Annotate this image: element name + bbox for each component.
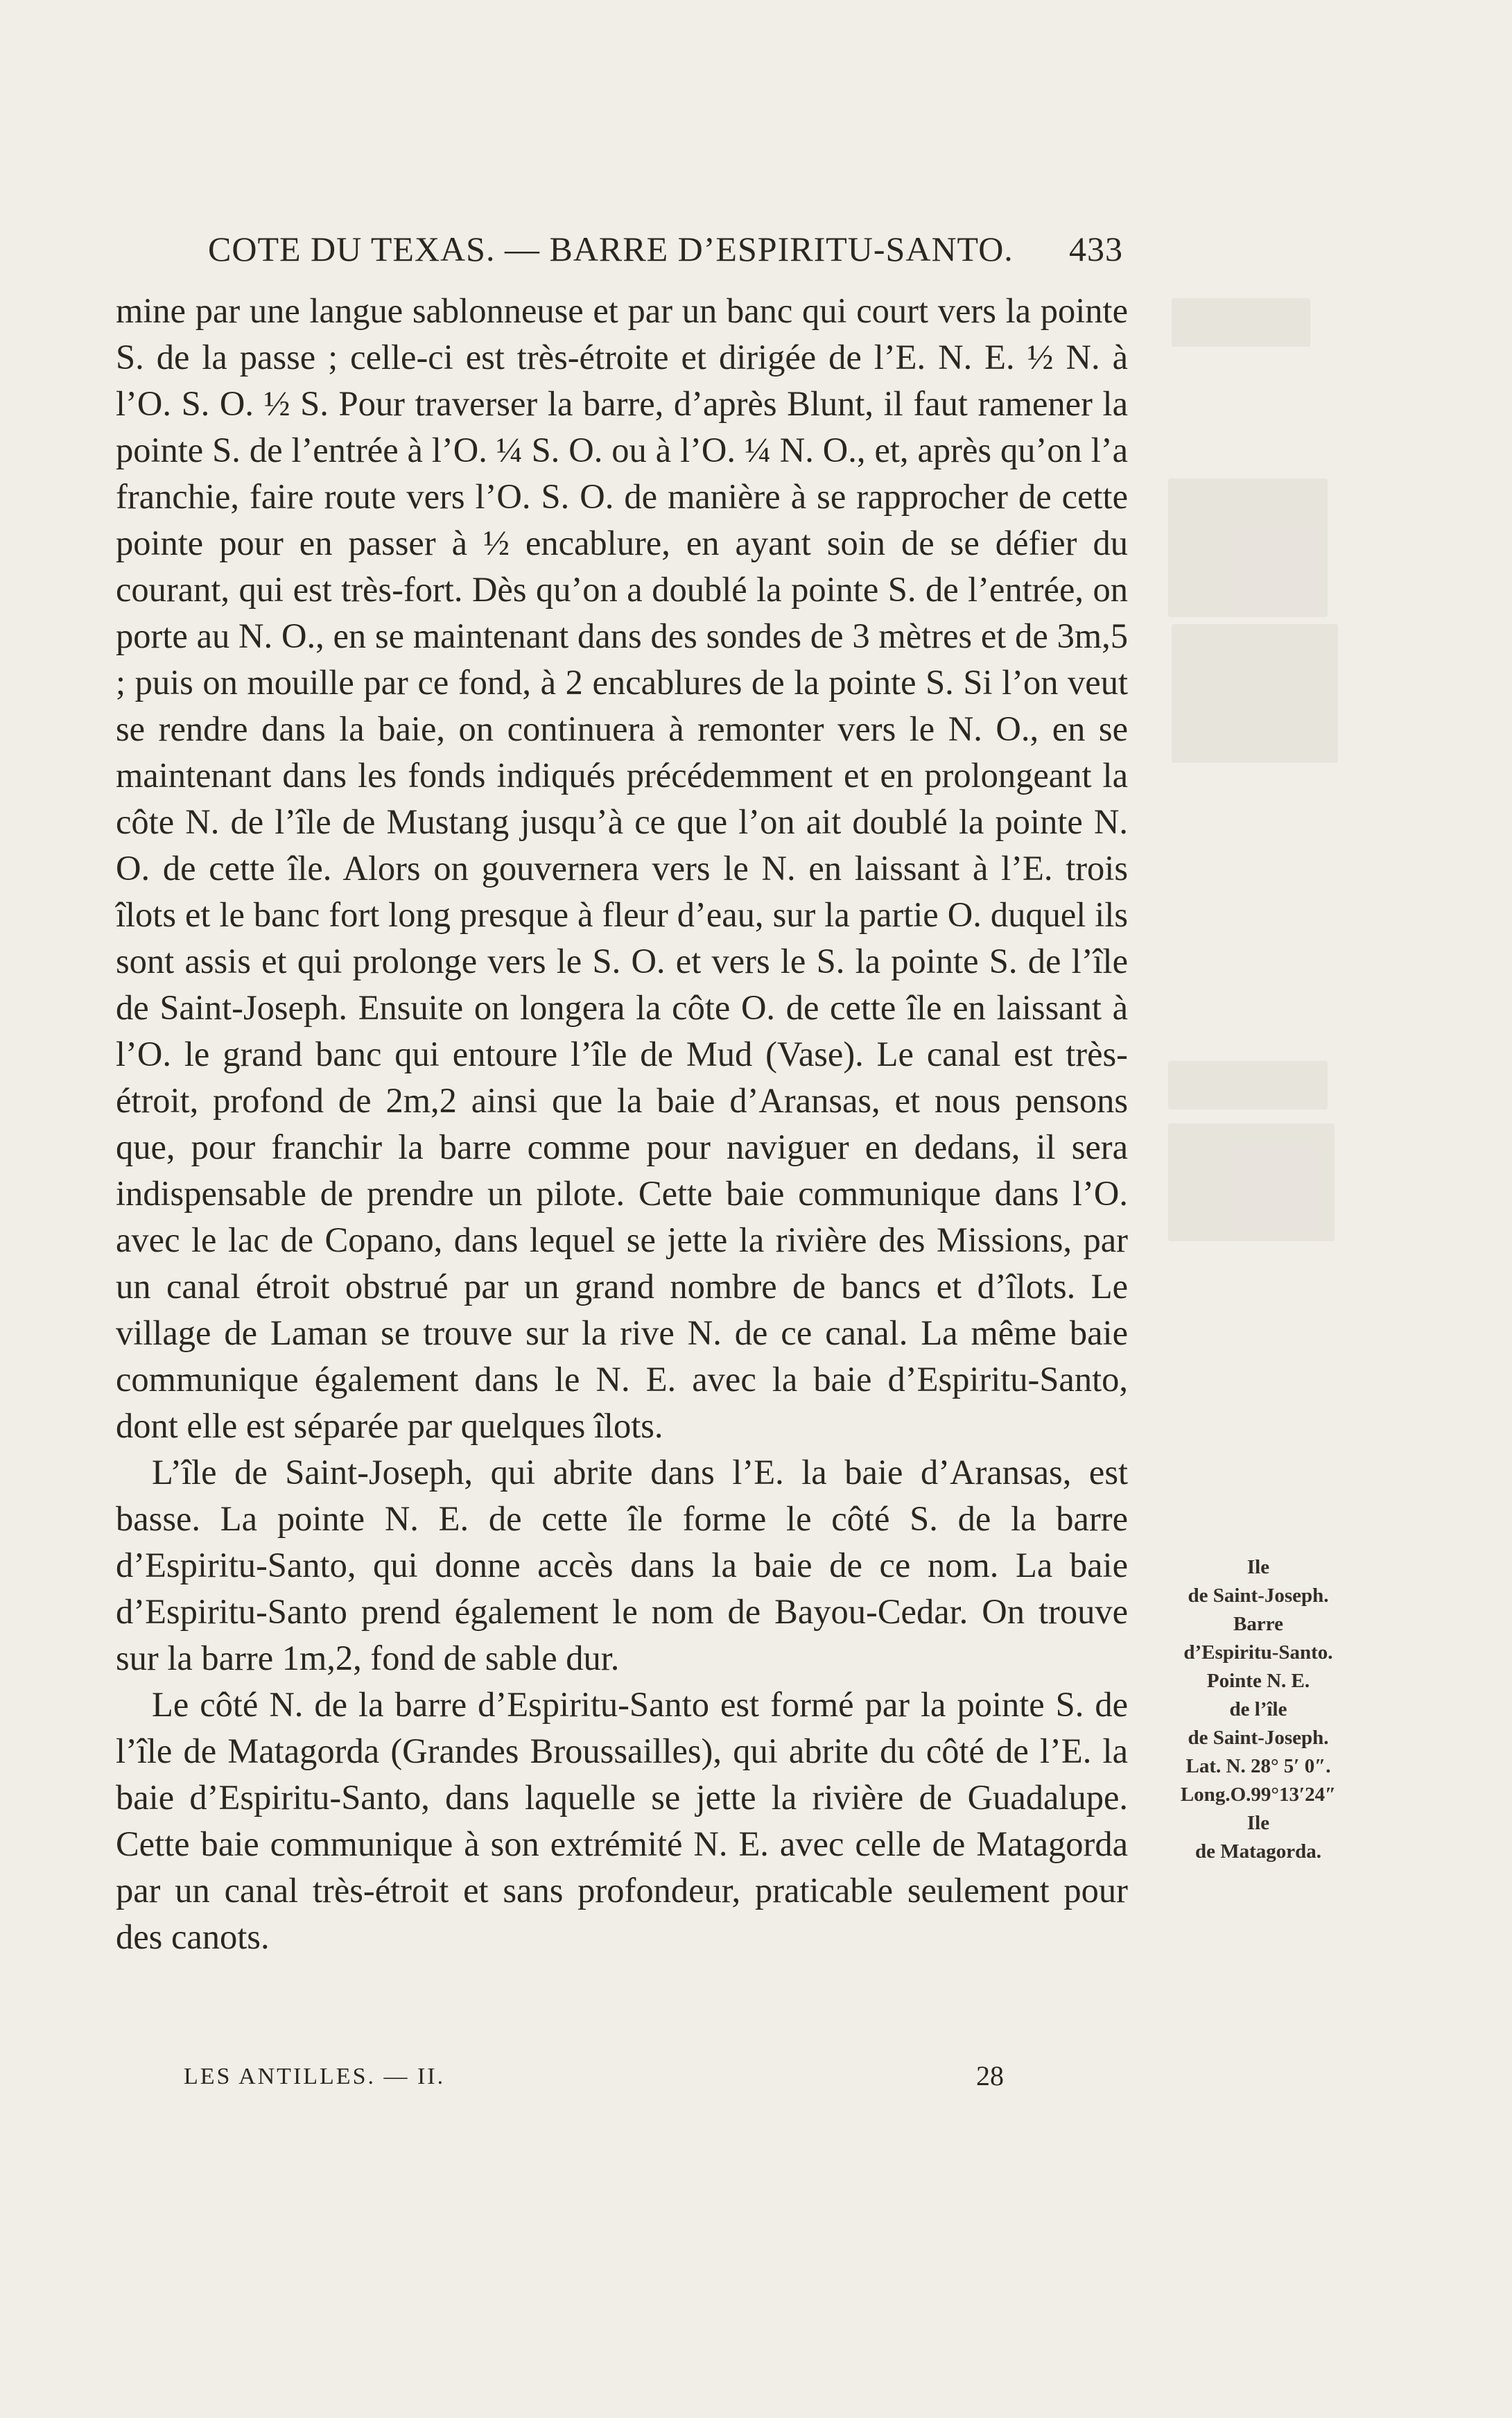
margin-note-line: Long.O.99°13′24″ bbox=[1180, 1784, 1337, 1806]
header-title: COTE DU TEXAS. — BARRE D’ESPIRITU-SANTO. bbox=[208, 230, 1014, 268]
show-through-mark bbox=[1172, 624, 1338, 763]
page-number: 433 bbox=[1069, 230, 1123, 268]
running-header bbox=[201, 221, 1123, 276]
show-through-mark bbox=[1168, 1123, 1335, 1241]
margin-note-line: de Saint-Joseph. bbox=[1188, 1584, 1329, 1607]
margin-note-line: Lat. N. 28° 5′ 0″. bbox=[1185, 1755, 1331, 1777]
margin-note-line: Pointe N. E. bbox=[1206, 1670, 1310, 1692]
sheet-number: 28 bbox=[976, 2060, 1004, 2091]
show-through-mark bbox=[1172, 298, 1310, 347]
margin-note-line: Ile bbox=[1246, 1556, 1270, 1578]
signature-mark: LES ANTILLES. — II. bbox=[184, 2064, 446, 2089]
margin-note-line: de Saint-Joseph. bbox=[1188, 1727, 1329, 1749]
margin-note-line: de l’île bbox=[1229, 1698, 1287, 1720]
margin-note-line: Barre bbox=[1233, 1613, 1283, 1635]
margin-note-line: de Matagorda. bbox=[1194, 1840, 1322, 1863]
paragraph-2: L’île de Saint-Joseph, qui abrite dans l’E. la baie d’Aransas, est basse. La pointe N. E. de cette île forme le côté S. de la barre d’Espiritu-Santo, qui donne accès dans la baie de ce nom. La baie d’Espiritu-Santo prend également le nom de Bayou-Cedar. On trouve sur la barre 1m,2, fond de sable dur. bbox=[116, 1453, 1128, 1677]
margin-note-line: d’Espiritu-Santo. bbox=[1183, 1641, 1333, 1664]
paragraph-1: mine par une langue sablonneuse et par un banc qui court vers la pointe S. de la passe ; celle-ci est très-étroite et dirigée de l’E. N. E. ½ N. à l’O. S. O. ½ S. Pour traverser la barre, d’après Blunt, il faut ramener la pointe S. de l’entrée à l’O. ¼ S. O. ou à l’O. ¼ N. O., et, après qu’on l’a franchie, faire route vers l’O. S. O. de manière à se rapprocher de cette pointe pour en passer à ½ encablure, en ayant soin de se défier du courant, qui est très-fort. Dès qu’on a doublé la pointe S. de l’entrée, on porte au N. O., en se maintenant dans des sondes de 3 mètres et de 3m,5 ; puis on mouille par ce fond, à 2 encablures de la pointe S. Si l’on veut se rendre dans la baie, on continuera à remonter vers le N. O., en se maintenant dans les fonds indiqués précédemment et en prolongeant la côte N. de l’île de Mustang jusqu’à ce que l’on ait doublé la pointe N. O. de cette île. Alors on gouvernera vers le N. en laissant à l’E. trois îlots et le banc fort long presque à fleur d’eau, sur la partie O. duquel ils sont assis et qui prolonge vers le S. O. et vers le S. la pointe S. de l’île de Saint-Joseph. Ensuite on longera la côte O. de cette île en laissant à l’O. le grand banc qui entoure l’île de Mud (Vase). Le canal est très-étroit, profond de 2m,2 ainsi que la baie d’Aransas, et nous pensons que, pour franchir la barre comme pour naviguer en dedans, il sera indispensable de prendre un pilote. Cette baie communique dans l’O. avec le lac de Copano, dans lequel se jette la rivière des Missions, par un canal étroit obstrué par un grand nombre de bancs et d’îlots. Le village de Laman se trouve sur la rive N. de ce canal. La même baie communique également dans le N. E. avec la baie d’Espiritu-Santo, dont elle est séparée par quelques îlots. bbox=[116, 291, 1128, 1445]
main-text bbox=[116, 288, 1128, 1960]
margin-note-line: Ile bbox=[1246, 1812, 1270, 1834]
show-through-mark bbox=[1168, 478, 1328, 617]
show-through-mark bbox=[1168, 1061, 1328, 1109]
margin-notes bbox=[1147, 1553, 1369, 1866]
paragraph-3: Le côté N. de la barre d’Espiritu-Santo est formé par la pointe S. de l’île de Matagorda (Grandes Broussailles), qui abrite du côté de l’E. la baie d’Espiritu-Santo, dans laquelle se jette la rivière de Guadalupe. Cette baie communique à son extrémité N. E. avec celle de Matagorda par un canal très-étroit et sans profondeur, praticable seulement pour des canots. bbox=[116, 1685, 1128, 1956]
page-footer bbox=[184, 2057, 1016, 2098]
